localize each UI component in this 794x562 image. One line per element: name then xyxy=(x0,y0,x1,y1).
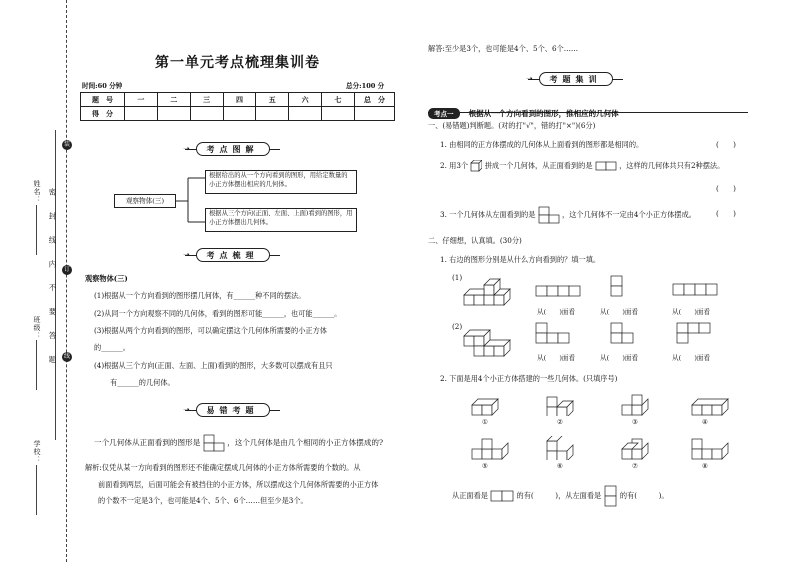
score-cell: 四 xyxy=(223,93,256,107)
solid-3 xyxy=(620,392,662,416)
school-blank xyxy=(36,465,37,515)
fill-2-answer xyxy=(452,485,669,507)
solid-1 xyxy=(470,392,512,416)
view-1c xyxy=(672,283,720,297)
banner-review-label: 考点梳理 xyxy=(196,248,270,262)
solid-number-8: ⑧ xyxy=(702,462,708,470)
solid-2 xyxy=(545,392,587,416)
solid-7 xyxy=(620,436,662,460)
fill-1-label-1: (1) xyxy=(452,273,463,282)
score-blank[interactable] xyxy=(190,107,223,121)
judge-2-a: 2. 用3个 xyxy=(440,161,469,170)
mistake-exp-1-text: 解析:仅凭从某一方向看到的图形还不能确定摆成几何体的小正方体所需要的个数的。从 xyxy=(85,463,361,472)
answer-front-icon xyxy=(490,490,514,502)
solid-figure-2 xyxy=(462,324,520,360)
seal-warning: 密 封 线 内 不 要 答 题 xyxy=(48,188,57,370)
front-view-icon xyxy=(203,434,225,452)
judge-3-b: ，这个几何体不一定由4个小正方体摆成。 xyxy=(562,210,696,219)
banner-diagram: ➝ 考点图解 xyxy=(185,142,280,156)
total-label: 总分:100 分 xyxy=(346,82,385,90)
banner-drill-label: 考题集训 xyxy=(539,72,613,86)
mindmap-bottom-text: 根据从三个方向(正面、左面、上面)看到的图形，用小正方体摆出几何体。 xyxy=(209,210,353,226)
topic-row xyxy=(428,101,748,118)
view-1b-label: 从( )面看 xyxy=(600,308,639,316)
solid-8 xyxy=(690,436,732,460)
banner-mistake-label: 易错考题 xyxy=(196,403,270,417)
mistake-exp-2: 前面看到两层，后面可能会有被挡住的小正方体，所以摆成这个几何体所需要的小正方体 xyxy=(98,480,379,489)
cube-icon xyxy=(470,160,482,172)
score-header-row xyxy=(81,93,395,107)
section-2-title: 二、仔细想，认真填。(30分) xyxy=(428,236,522,245)
judge-3-paren[interactable]: ( ) xyxy=(716,209,736,218)
mindmap-top-text: 根据给出的从一个方向看到的图形，用给定数量的小正方体摆出相应的几何体。 xyxy=(209,172,348,188)
mindmap-bottom-box xyxy=(205,208,357,232)
mistake-question-a: 一个几何体从正面看到的图形是 xyxy=(94,438,201,447)
judge-2 xyxy=(440,160,724,172)
seal-circle-3: 线 xyxy=(63,353,70,360)
mistake-question xyxy=(94,434,383,452)
judge-2-paren[interactable]: ( ) xyxy=(716,184,736,193)
solid-number-7: ⑦ xyxy=(632,462,638,470)
mindmap-top-box xyxy=(205,170,357,194)
name-blank xyxy=(36,205,37,255)
seal-circle-1: 装 xyxy=(63,141,70,148)
fill-2-answer-a: 从正面看是 xyxy=(452,491,488,500)
fill-2: 2. 下面是用4个小正方体搭建的一些几何体。(只填序号) xyxy=(440,374,618,383)
judge-3-a: 3. 一个几何体从左面看到的是 xyxy=(440,210,536,219)
score-cell: 三 xyxy=(190,93,223,107)
review-heading: 观察物体(三) xyxy=(85,274,128,283)
score-cell: 六 xyxy=(289,93,322,107)
topic-title: 根据从一个方向看到的图形，推相应的几何体 xyxy=(468,109,619,118)
mindmap-connector xyxy=(176,170,206,230)
view-2a xyxy=(535,322,583,346)
score-cell: 题 号 xyxy=(81,93,125,107)
solid-number-1: ① xyxy=(482,418,488,426)
solid-number-4: ④ xyxy=(702,418,708,426)
score-blank[interactable] xyxy=(223,107,256,121)
banner-review: ➝ 考点梳理 xyxy=(185,248,280,262)
review-item-4a: (4)根据从三个方向(正面、左面、上面)看到的图形，大多数可以摆成有且只 xyxy=(94,361,333,370)
review-item-3b: 的______。 xyxy=(94,343,130,352)
section-1-title: 一、(易错题)判断题。(对的打"√"，错的打"×")(6分) xyxy=(428,121,596,130)
view-2b xyxy=(610,322,636,346)
judge-1: 1. 由相同的正方体摆成的几何体从上面看到的图形都是相同的。 xyxy=(440,140,644,149)
review-item-4b: 有______的几何体。 xyxy=(110,378,175,387)
score-label: 得 分 xyxy=(81,107,125,121)
review-item-1: (1)根据从一个方向看到的图形摆几何体，有______种不同的摆法。 xyxy=(94,291,306,300)
time-label: 时间:60 分钟 xyxy=(82,82,123,90)
two-squares-icon xyxy=(595,161,617,171)
score-cell: 总 分 xyxy=(355,93,395,107)
view-1c-label: 从( )面看 xyxy=(672,308,711,316)
judge-2-c: ，这样的几何体共只有2种摆法。 xyxy=(619,161,725,170)
score-cell: 一 xyxy=(125,93,158,107)
score-blank[interactable] xyxy=(157,107,190,121)
solid-5 xyxy=(470,436,512,460)
score-blank[interactable] xyxy=(256,107,289,121)
judge-1-paren[interactable]: ( ) xyxy=(716,140,736,149)
solid-4 xyxy=(690,392,732,416)
solid-figure-1 xyxy=(462,275,520,311)
answer-line: 解答:至少是3个，也可能是4个、5个、6个…… xyxy=(428,44,579,53)
score-blank[interactable] xyxy=(322,107,355,121)
mistake-question-b: ，这个几何体是由几个相同的小正方体摆成的? xyxy=(227,438,384,447)
judge-2-b: 拼成一个几何体，从正面看到的是 xyxy=(484,161,593,170)
mistake-exp-1 xyxy=(85,463,361,473)
fill-1: 1. 右边的图形分别是从什么方向看到的？填一填。 xyxy=(440,255,601,264)
fill-1-label-2: (2) xyxy=(452,322,463,331)
view-1b xyxy=(610,275,624,299)
view-2b-label: 从( )面看 xyxy=(600,354,639,362)
solid-6 xyxy=(545,436,587,460)
judge-3 xyxy=(440,206,696,224)
left-view-icon xyxy=(538,206,560,224)
name-label: 姓名： xyxy=(33,180,41,204)
score-blank[interactable] xyxy=(355,107,395,121)
mindmap-center: 观察物体(三) xyxy=(114,194,176,208)
review-item-2: (2)从同一个方向观察不同的几何体，看到的图形可能______，也可能______。 xyxy=(94,309,342,318)
review-item-3a: (3)根据从两个方向看到的图形，可以确定摆这个几何体所需要的小正方体 xyxy=(94,326,327,335)
score-table xyxy=(80,92,395,121)
solid-number-2: ② xyxy=(557,418,563,426)
view-1a-label: 从( )面看 xyxy=(537,308,576,316)
solid-number-5: ⑤ xyxy=(482,462,488,470)
score-blank[interactable] xyxy=(125,107,158,121)
class-blank xyxy=(36,340,37,390)
view-1a xyxy=(535,285,583,297)
topic-tag: 考点一 xyxy=(428,108,460,119)
class-label: 班级： xyxy=(33,316,41,340)
view-2c-label: 从( )面看 xyxy=(672,354,711,362)
score-cell: 二 xyxy=(157,93,190,107)
score-cell: 五 xyxy=(256,93,289,107)
score-blank[interactable] xyxy=(289,107,322,121)
fill-2-answer-c: 的有( )。 xyxy=(619,491,669,500)
school-label: 学校： xyxy=(33,440,41,464)
solid-number-3: ③ xyxy=(632,418,638,426)
score-cell: 七 xyxy=(322,93,355,107)
solid-number-6: ⑥ xyxy=(557,462,563,470)
binding-line xyxy=(66,0,67,562)
banner-mistake: ➝ 易错考题 xyxy=(185,403,280,417)
mistake-exp-3: 的个数不一定是3个，也可能是4个、5个、6个……但至少是3个。 xyxy=(98,496,308,505)
answer-left-icon xyxy=(604,485,618,507)
page-title: 第一单元考点梳理集训卷 xyxy=(155,55,320,71)
seal-circle-2: 订 xyxy=(63,266,70,273)
banner-drill: ➝ 考题集训 xyxy=(528,72,623,86)
view-2c xyxy=(676,322,716,346)
banner-diagram-label: 考点图解 xyxy=(196,142,270,156)
score-value-row xyxy=(81,107,395,121)
fill-2-answer-b: 的有( )，从左面看是 xyxy=(516,491,602,500)
view-2a-label: 从( )面看 xyxy=(537,354,576,362)
